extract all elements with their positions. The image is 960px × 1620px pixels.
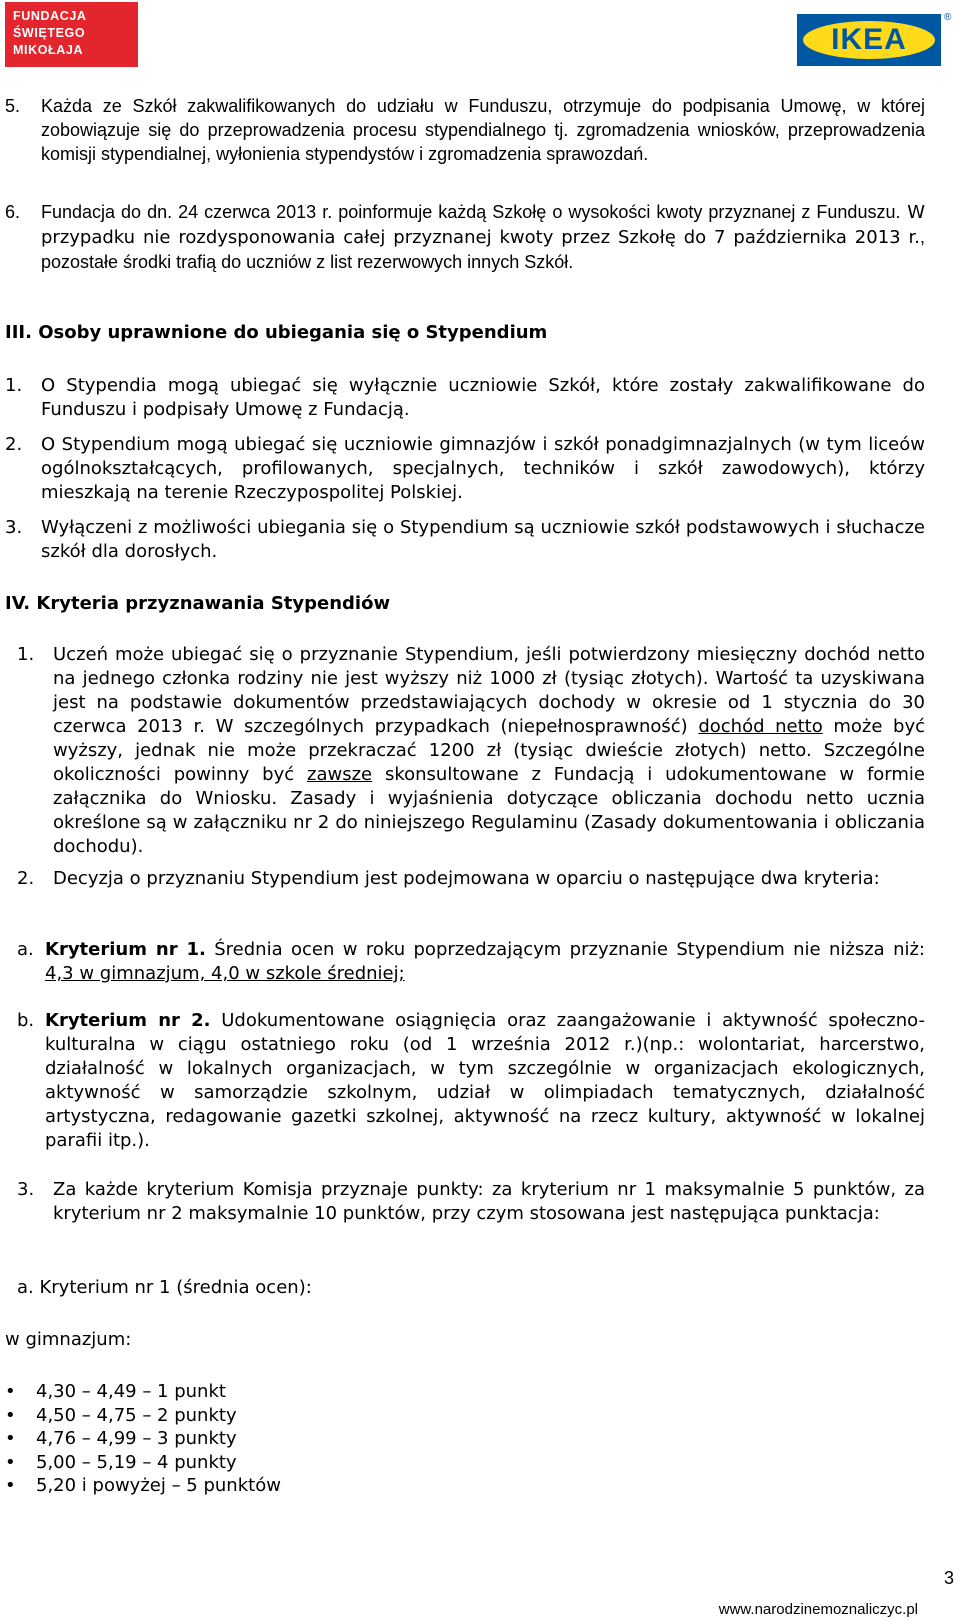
criterion-a-letter: a.	[17, 939, 34, 960]
bullet-icon: •	[5, 1381, 16, 1402]
fundacja-logo	[5, 2, 138, 67]
registered-mark: ®	[944, 12, 952, 23]
item-5-number: 5.	[5, 96, 21, 116]
logo-line: ŚWIĘTEGO	[13, 26, 86, 40]
item-6-text	[41, 200, 925, 275]
s4-p1-underline-income: dochód netto	[698, 716, 823, 737]
s4-p2-text: Decyzja o przyznaniu Stypendium jest podejmowana w oparciu o następujące dwa kryteria:	[53, 868, 880, 889]
score-list-item	[5, 1474, 281, 1498]
score-text: 5,20 i powyżej – 5 punktów	[36, 1475, 281, 1496]
item-6-part-b: W przypadku nie rozdysponowania całej przyznanej kwoty przez Szkołę do 7 października 2013 r.	[41, 202, 925, 248]
s3-p1-text: O Stypendia mogą ubiegać się wyłącznie uczniowie Szkół, które zostały zakwalifikowane do Funduszu i podpisały Umowę z Fundacją.	[41, 375, 925, 420]
score-list-item	[5, 1427, 237, 1451]
score-text: 4,76 – 4,99 – 3 punkty	[36, 1428, 237, 1449]
s3-p3-text: Wyłączeni z możliwości ubiegania się o Stypendium są uczniowie szkół podstawowych i słuchacze szkół dla dorosłych.	[41, 517, 925, 562]
logo-line: FUNDACJA	[13, 9, 87, 23]
criterion-a-text	[45, 938, 925, 986]
bullet-icon: •	[5, 1475, 16, 1496]
bullet-icon: •	[5, 1428, 16, 1449]
s4-p3-number: 3.	[17, 1179, 35, 1200]
s3-p2-text: O Stypendium mogą ubiegać się uczniowie gimnazjów i szkół ponadgimnazjalnych (w tym liceów ogólnokształcących, profilowanych, specjalnych, techników i szkół zawodowych), którzy mieszkają na terenie Rzeczypospolitej Polskiej.	[41, 434, 925, 503]
score-text: 5,00 – 5,19 – 4 punkty	[36, 1452, 237, 1473]
s4-p1-number: 1.	[17, 644, 35, 665]
item-6-part-c: , pozostałe środki trafią do uczniów z list rezerwowych innych Szkół.	[41, 227, 925, 272]
s4-p2-number: 2.	[17, 868, 35, 889]
score-list-item	[5, 1380, 226, 1404]
s4-p1-part-c: skonsultowane z Fundacją i udokumentowane w formie załącznika do Wniosku. Zasady i wyjaśnienia dotyczące obliczania dochodu netto ucznia określone są w załączniku nr 2 do niniejszego Regulaminu (Zasady dokumentowania i obliczania dochodu).	[53, 764, 925, 857]
criterion-a-underline: 4,3 w gimnazjum, 4,0 w szkole średniej;	[45, 963, 405, 984]
s4-p1-text	[53, 643, 925, 859]
s3-p1-number: 1.	[5, 375, 23, 396]
s4-p1-part-b: może być wyższy, jednak nie może przekraczać 1200 zł (tysiąc dwieście złotych) netto. Szczególne okoliczności powinny być	[53, 716, 925, 785]
criterion-a-title: Kryterium nr 1.	[45, 939, 206, 960]
s3-p3-number: 3.	[5, 517, 23, 538]
criterion-b-title: Kryterium nr 2.	[45, 1010, 211, 1031]
criterion-b-body: Udokumentowane osiągnięcia oraz zaangażowanie i aktywność społeczno-kulturalna w ciągu ostatniego roku (od 1 września 2012 r.)(np.: wolontariat, harcerstwo, działalność w lokalnych organizacjach, w tym szczególnie w organizacjach ekologicznych, aktywność w samorządzie szkolnym, udział w olimpiadach tematycznych, działalność artystyczna, redagowanie gazetki szkolnej, aktywność na rzecz kultury, aktywność w lokalnej parafii itp.).	[45, 1010, 926, 1151]
item-6-number: 6.	[5, 202, 21, 222]
s4-p1-part-a: Uczeń może ubiegać się o przyznanie Stypendium, jeśli potwierdzony miesięczny dochód netto na jednego członka rodziny nie jest wyższy niż 1000 zł (tysiąc złotych). Wartość ta uzyskiwana jest na podstawie dokumentów przedstawiających dochody w okresie od 1 stycznia do 30 czerwca 2013 r. W szczególnych przypadkach (niepełnosprawność)	[53, 644, 925, 737]
criterion-b-letter: b.	[17, 1010, 35, 1031]
ikea-logo-text: IKEA	[803, 21, 935, 59]
page-number: 3	[943, 1568, 954, 1588]
section-4-heading: IV. Kryteria przyznawania Stypendiów	[5, 593, 391, 614]
score-text: 4,30 – 4,49 – 1 punkt	[36, 1381, 226, 1402]
item-6-part-a: Fundacja do dn. 24 czerwca 2013 r. poinformuje każdą Szkołę o wysokości kwoty przyznanej z Funduszu.	[41, 202, 901, 222]
item-5-text: Każda ze Szkół zakwalifikowanych do udziału w Funduszu, otrzymuje do podpisania Umowę, w której zobowiązuje się do przeprowadzenia procesu stypendialnego tj. zgromadzenia wniosków, przeprowadzenia komisji stypendialnej, wyłonienia stypendystów i zgromadzenia sprawozdań.	[41, 96, 925, 164]
bullet-icon: •	[5, 1405, 16, 1426]
s3-p2-number: 2.	[5, 434, 23, 455]
ikea-logo	[797, 14, 941, 66]
criterion-b-text	[45, 1009, 925, 1153]
s4-p1-underline-always: zawsze	[307, 764, 373, 785]
criterion-a-body: Średnia ocen w roku poprzedzającym przyznanie Stypendium nie niższa niż:	[205, 939, 925, 960]
score-list-item	[5, 1404, 237, 1428]
bullet-icon: •	[5, 1452, 16, 1473]
logo-line: MIKOŁAJA	[13, 43, 84, 57]
section-3-heading: III. Osoby uprawnione do ubiegania się o Stypendium	[5, 322, 548, 343]
s4-p3-text: Za każde kryterium Komisja przyznaje punkty: za kryterium nr 1 maksymalnie 5 punktów, za kryterium nr 2 maksymalnie 10 punktów, przy czym stosowana jest następująca punktacja:	[53, 1179, 925, 1224]
footer-url[interactable]: www.narodzinemoznaliczyc.pl	[718, 1601, 918, 1618]
gimnazjum-label: w gimnazjum:	[5, 1329, 132, 1350]
score-list-item	[5, 1451, 237, 1475]
score-text: 4,50 – 4,75 – 2 punkty	[36, 1405, 237, 1426]
criterion-1-scores-label: a. Kryterium nr 1 (średnia ocen):	[17, 1277, 312, 1298]
